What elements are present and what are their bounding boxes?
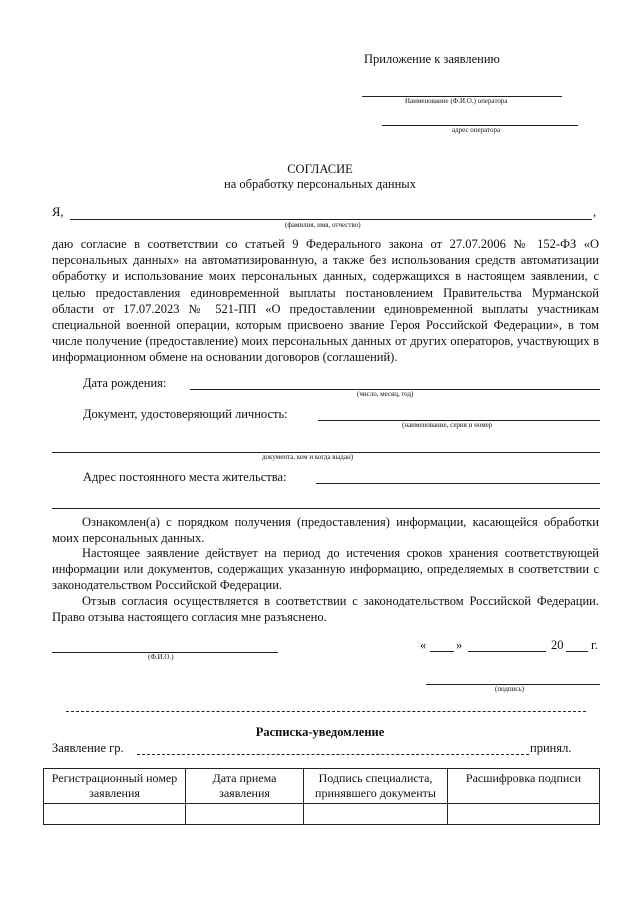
address-label: Адрес постоянного места жительства: — [83, 470, 287, 484]
date-close-quote: » — [456, 638, 463, 652]
date-month-line[interactable] — [468, 651, 546, 652]
cell-specialist-signature[interactable] — [304, 804, 448, 825]
appendix-title: Приложение к заявлению — [364, 52, 500, 66]
receipt-application-label: Заявление гр. — [52, 741, 124, 755]
col-specialist-signature: Подпись специалиста, принявшего документы — [304, 769, 448, 804]
period-paragraph: Настоящее заявление действует на период до истечения сроков хранения соответствующей информации или документов, содержащих указанную информацию, определяемых в соответствии с законодательством Российской Федерации. — [52, 546, 599, 593]
sign-fio-caption: (Ф.И.О.) — [148, 653, 174, 661]
date-year-suffix: г. — [591, 638, 598, 652]
col-signature-decode: Расшифровка подписи — [448, 769, 600, 804]
identity-doc-caption-1: (наименование, серия и номер — [402, 421, 493, 429]
birth-date-label: Дата рождения: — [83, 376, 167, 390]
birth-date-caption: (число, месяц, год) — [357, 390, 414, 398]
fio-caption: (фамилия, имя, отчество) — [285, 221, 361, 229]
operator-name-caption: Наименование (Ф.И.О.) оператора — [405, 97, 508, 105]
col-receive-date: Дата приема заявления — [186, 769, 304, 804]
receipt-application-line[interactable] — [137, 754, 529, 755]
identity-doc-caption-2: документа, кем и когда выдан) — [262, 453, 354, 461]
signature-caption: (подпись) — [495, 685, 525, 693]
fio-comma: , — [593, 205, 597, 219]
address-line-2[interactable] — [52, 508, 600, 509]
date-year-prefix: 20 — [551, 638, 564, 652]
consent-paragraph: даю согласие в соответствии со статьей 9 Федерального закона от 27.07.2006 № 152-ФЗ «О персональных данных» на автоматизированную, а также без использования средств автоматизации обработку и использование моих персональных данных, содержащихся в настоящем заявлении, с целью предоставления единовременной выплаты постановлением Правительства Мурманской области от 17.07.2023 № 521-ПП «О предоставлении единовременной выплаты участникам специальной военной операции, которым присвоено звание Героя Российской Федерации», в том числе получение (предоставление) моих персональных данных от других операторов, участвующих в информационном обмене на основании договоров (соглашений). — [52, 237, 599, 365]
cell-reg-number[interactable] — [44, 804, 186, 825]
revoke-paragraph: Отзыв согласия осуществляется в соответствии с законодательством Российской Федерации. Право отзыва настоящего согласия мне разъяснено. — [52, 594, 599, 625]
date-open-quote: « — [420, 638, 427, 652]
document-subtitle: на обработку персональных данных — [224, 177, 416, 191]
document-title: СОГЛАСИЕ — [287, 162, 353, 176]
cell-signature-decode[interactable] — [448, 804, 600, 825]
cut-line — [66, 711, 586, 712]
operator-address-caption: адрес оператора — [452, 126, 501, 134]
ya-label: Я, — [52, 205, 64, 219]
date-day-line[interactable] — [430, 651, 454, 652]
identity-doc-label: Документ, удостоверяющий личность: — [83, 407, 288, 421]
address-line[interactable] — [316, 483, 600, 484]
receipt-accepted-label: принял. — [530, 741, 572, 755]
receipt-table-header-row — [44, 769, 600, 804]
col-reg-number: Регистрационный номер заявления — [44, 769, 186, 804]
familiar-paragraph: Ознакомлен(а) с порядком получения (предоставления) информации, касающейся обработки моих персональных данных. — [52, 515, 599, 546]
fio-line[interactable] — [70, 219, 592, 220]
receipt-table — [43, 768, 600, 825]
date-year-line[interactable] — [566, 651, 588, 652]
receipt-table-row — [44, 804, 600, 825]
receipt-title: Расписка-уведомление — [255, 725, 385, 739]
cell-receive-date[interactable] — [186, 804, 304, 825]
